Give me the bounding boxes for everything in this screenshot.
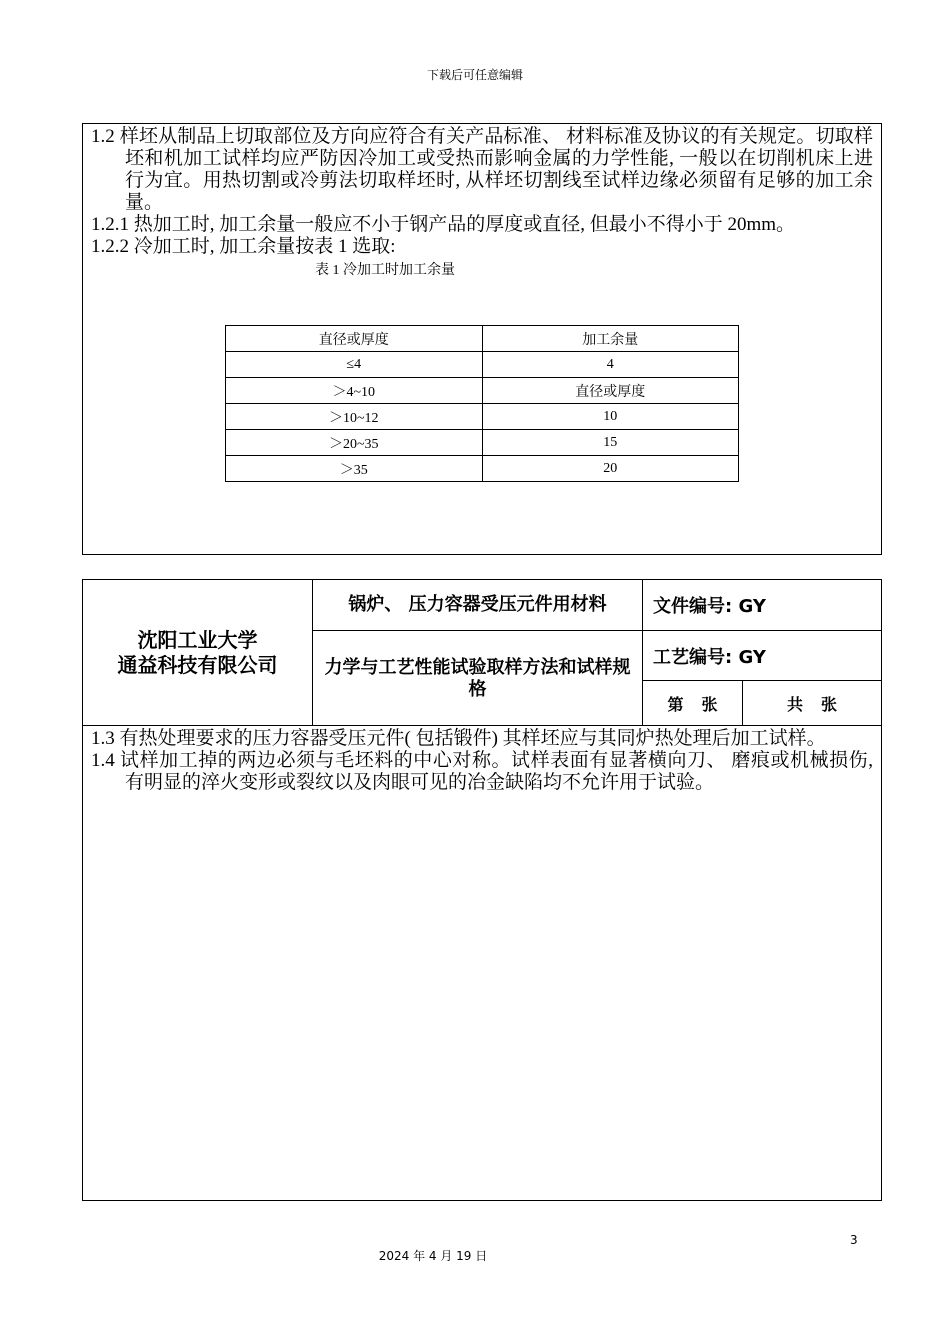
paragraph-1-2-2: 1.2.2 冷加工时, 加工余量按表 1 选取: <box>91 236 396 257</box>
company-line-1: 沈阳工业大学 <box>137 628 258 652</box>
table-cell: 4 <box>482 352 739 378</box>
section-2-box <box>82 725 882 1201</box>
company-name <box>83 580 313 726</box>
header-note: 下载后可任意编辑 <box>426 68 523 82</box>
paragraph-1-4: 1.4 试样加工掉的两边必须与毛坯料的中心对称。试样表面有显著横向刀、 磨痕或机械损伤, 有明显的淬火变形或裂纹以及肉眼可见的冶金缺陷均不允许用于试验。 <box>91 750 873 793</box>
document-number: 文件编号: GY <box>643 580 881 631</box>
table-row <box>226 352 739 378</box>
table-row <box>226 404 739 430</box>
table-cell: ＞35 <box>226 456 483 482</box>
table-cell: ＞10~12 <box>226 404 483 430</box>
company-line-2: 通益科技有限公司 <box>117 653 278 677</box>
table-cell: ≤4 <box>226 352 483 378</box>
table-cell: 10 <box>482 404 739 430</box>
title-block <box>82 579 882 726</box>
table-header: 直径或厚度 <box>226 326 483 352</box>
table-cell: 15 <box>482 430 739 456</box>
table-cell: ＞20~35 <box>226 430 483 456</box>
table-caption: 表 1 冷加工时加工余量 <box>315 263 455 278</box>
document-title-2: 力学与工艺性能试验取样方法和试样规格 <box>313 631 643 726</box>
total-sheets: 共张 <box>786 695 855 714</box>
table-cell: ＞4~10 <box>226 378 483 404</box>
footer-date: 2024 年 4 月 19 日 <box>378 1249 488 1263</box>
section-1-box <box>82 123 882 555</box>
process-number: 工艺编号: GY <box>643 631 881 681</box>
table-header: 加工余量 <box>482 326 739 352</box>
paragraph-1-3: 1.3 有热处理要求的压力容器受压元件( 包括锻件) 其样坯应与其同炉热处理后加工试样。 <box>91 728 826 749</box>
document-title-1: 锅炉、 压力容器受压元件用材料 <box>313 580 643 631</box>
page-number: 3 <box>850 1233 858 1247</box>
table-cell: 直径或厚度 <box>482 378 739 404</box>
allowance-table <box>225 325 739 482</box>
table-row <box>226 430 739 456</box>
table-row <box>226 456 739 482</box>
paragraph-1-2: 1.2 样坯从制品上切取部位及方向应符合有关产品标准、 材料标准及协议的有关规定。切取样坯和机加工试样均应严防因冷加工或受热而影响金属的力学性能, 一般以在切削机床上进行为宜。用热切割或冷剪法切取样坯时, 从样坯切割线至试样边缘必须留有足够的加工余量。 <box>91 126 873 213</box>
table-row <box>226 378 739 404</box>
table-header-row <box>226 326 739 352</box>
paragraph-1-2-1: 1.2.1 热加工时, 加工余量一般应不小于钢产品的厚度或直径, 但最小不得小于 20mm。 <box>91 214 796 235</box>
table-cell: 20 <box>482 456 739 482</box>
sheet-number: 第张 <box>643 681 743 726</box>
